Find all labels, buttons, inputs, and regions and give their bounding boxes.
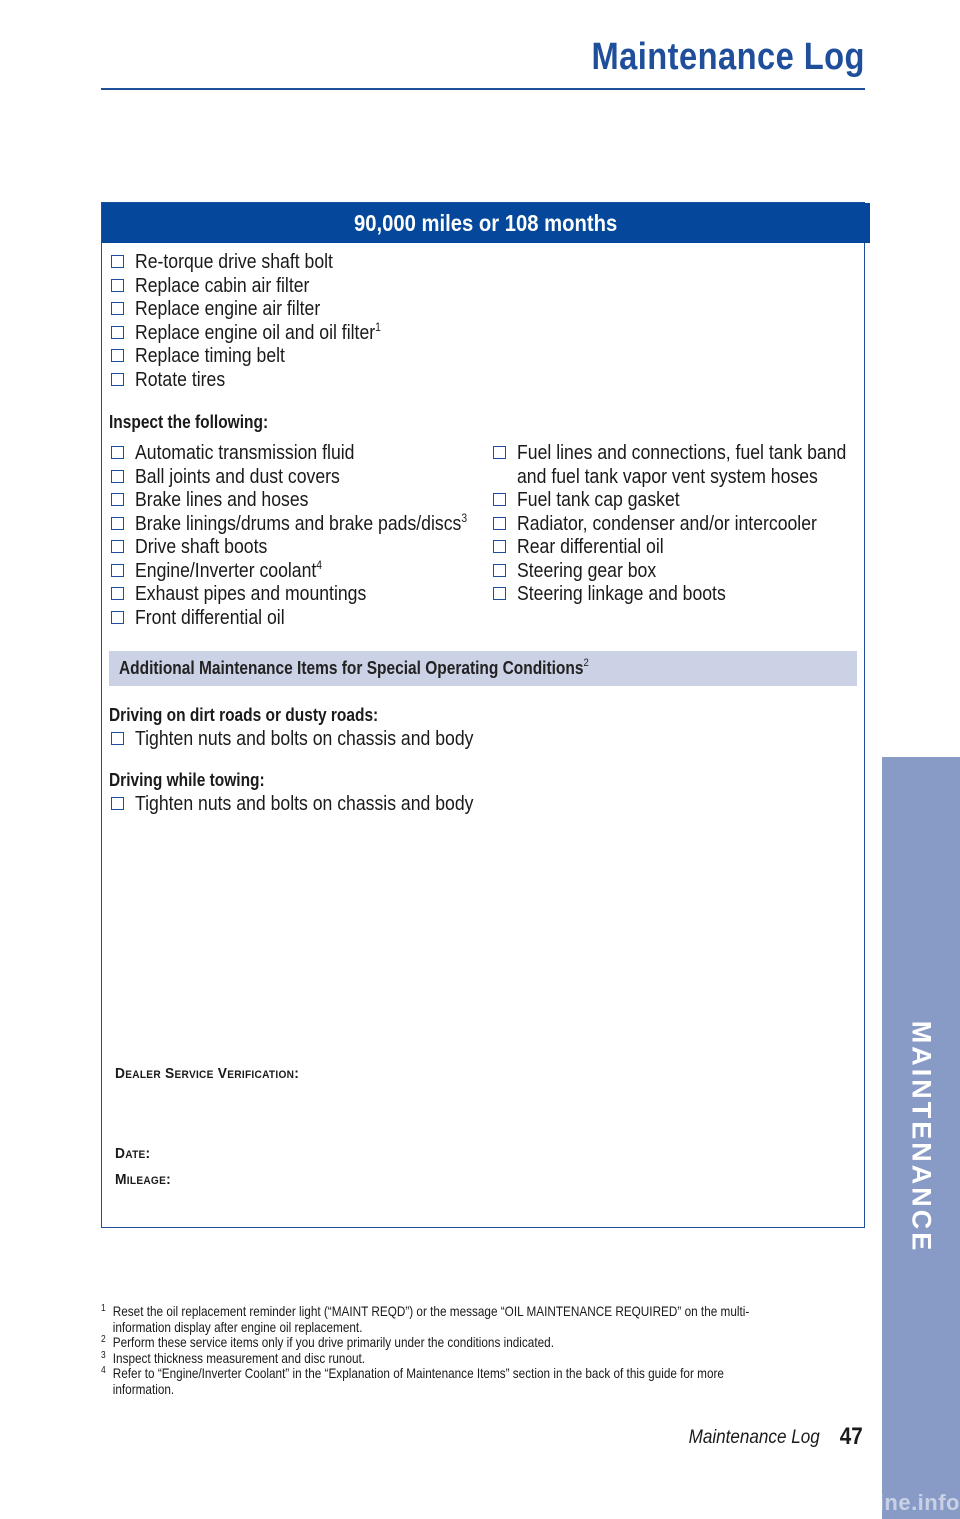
- checkbox-icon[interactable]: [493, 587, 506, 600]
- checkbox-icon[interactable]: [111, 446, 124, 459]
- inspect-item[interactable]: [111, 606, 309, 630]
- checkbox-icon[interactable]: [493, 493, 506, 506]
- inspect-item-label: Engine/Inverter coolant: [135, 559, 317, 582]
- service-item[interactable]: [111, 274, 338, 298]
- inspect-item-label: Brake linings/drums and brake pads/discs: [135, 512, 462, 535]
- checkbox-icon[interactable]: [111, 302, 124, 315]
- checkbox-icon[interactable]: [111, 349, 124, 362]
- checkbox-icon[interactable]: [111, 255, 124, 268]
- date-label: Date:: [115, 1145, 151, 1162]
- towing-item-label: Tighten nuts and bolts on chassis and body: [135, 792, 474, 815]
- checkbox-icon[interactable]: [493, 517, 506, 530]
- inspect-item[interactable]: [493, 441, 900, 488]
- service-item-label: Replace engine air filter: [135, 297, 321, 320]
- section-side-tab[interactable]: [882, 757, 960, 1519]
- service-item-text: [135, 321, 381, 345]
- inspect-item-label: Fuel tank cap gasket: [517, 488, 680, 511]
- inspect-item[interactable]: [493, 582, 760, 606]
- footnote: [101, 1366, 765, 1397]
- maintenance-card: [101, 202, 865, 1228]
- service-item-label: Re-torque drive shaft bolt: [135, 250, 333, 273]
- inspect-item-label: Rear differential oil: [517, 535, 664, 558]
- footnote: [101, 1304, 765, 1335]
- checkbox-icon[interactable]: [111, 326, 124, 339]
- watermark: carmanualsonline.info: [716, 1490, 960, 1515]
- footnote-text: Reset the oil replacement reminder light (“MAINT REQD”) or the message “OIL MAINTENANCE REQUIRED” on the multi-information display after engine oil replacement.: [112, 1303, 750, 1335]
- special-conditions-bar: [109, 651, 857, 686]
- dealer-verification-label: Dealer Service Verification:: [115, 1065, 300, 1082]
- inspect-item[interactable]: [493, 559, 679, 583]
- service-item[interactable]: [111, 344, 309, 368]
- inspect-item-text: [135, 512, 467, 536]
- inspect-item[interactable]: [111, 488, 337, 512]
- service-item[interactable]: [111, 250, 365, 274]
- inspect-item[interactable]: [111, 535, 289, 559]
- inspect-heading: Inspect the following:: [109, 412, 269, 432]
- checkbox-icon[interactable]: [111, 279, 124, 292]
- footnotes: [101, 1304, 765, 1397]
- checkbox-icon[interactable]: [111, 540, 124, 553]
- checkbox-icon[interactable]: [111, 797, 124, 810]
- inspect-item-label-cont: and fuel tank vapor vent system hoses: [517, 464, 818, 488]
- towing-heading: Driving while towing:: [109, 770, 265, 790]
- checkbox-icon[interactable]: [493, 446, 506, 459]
- card-header: [102, 203, 870, 243]
- inspect-item-label: Fuel lines and connections, fuel tank band: [517, 441, 847, 464]
- inspect-item-label: Drive shaft boots: [135, 535, 268, 558]
- card-title: 90,000 miles or 108 months: [354, 209, 618, 236]
- footnote-number: 4: [101, 1365, 106, 1376]
- inspect-item[interactable]: [111, 441, 390, 465]
- inspect-item-label: Front differential oil: [135, 606, 285, 629]
- inspect-item[interactable]: [111, 512, 521, 536]
- dirt-roads-heading: Driving on dirt roads or dusty roads:: [109, 705, 379, 725]
- inspect-item-text: [135, 559, 322, 583]
- footnote-number: 1: [101, 1303, 106, 1314]
- service-item-label: Replace timing belt: [135, 344, 285, 367]
- footnote-ref: 1: [375, 320, 381, 334]
- inspect-item-text: [517, 441, 846, 488]
- inspect-item[interactable]: [111, 582, 404, 606]
- footnote-text: Perform these service items only if you drive primarily under the conditions indicated.: [112, 1334, 554, 1350]
- inspect-item[interactable]: [493, 488, 706, 512]
- footnote-text: Refer to “Engine/Inverter Coolant” in the “Explanation of Maintenance Items” section in the back of this guide for more information.: [112, 1365, 724, 1397]
- page-title: Maintenance Log: [591, 36, 865, 78]
- dirt-roads-item-label: Tighten nuts and bolts on chassis and body: [135, 727, 474, 750]
- inspect-item[interactable]: [111, 465, 373, 489]
- dirt-roads-item[interactable]: [111, 727, 529, 751]
- service-item[interactable]: [111, 368, 240, 392]
- service-item[interactable]: [111, 297, 350, 321]
- inspect-item[interactable]: [493, 512, 866, 536]
- checkbox-icon[interactable]: [111, 470, 124, 483]
- footnote-ref: 3: [461, 511, 468, 525]
- footnote: [101, 1351, 765, 1367]
- checkbox-icon[interactable]: [111, 587, 124, 600]
- service-item-label: Replace cabin air filter: [135, 274, 310, 297]
- inspect-item-label: Radiator, condenser and/or intercooler: [517, 512, 817, 535]
- service-item[interactable]: [111, 321, 421, 345]
- footnote-number: 3: [101, 1349, 106, 1361]
- inspect-item-label: Steering linkage and boots: [517, 582, 726, 605]
- footnote-ref: 2: [583, 657, 589, 669]
- page-number: 47: [840, 1423, 863, 1450]
- footer-section-label: Maintenance Log: [688, 1427, 820, 1448]
- checkbox-icon[interactable]: [111, 611, 124, 624]
- checkbox-icon[interactable]: [111, 732, 124, 745]
- mileage-label: Mileage:: [115, 1171, 171, 1188]
- inspect-item-label: Ball joints and dust covers: [135, 465, 340, 488]
- footnote-text: Inspect thickness measurement and disc runout.: [112, 1349, 366, 1366]
- inspect-item-label: Exhaust pipes and mountings: [135, 582, 367, 605]
- service-item-label: Replace engine oil and oil filter: [135, 321, 376, 344]
- footnote: [101, 1335, 765, 1351]
- special-conditions-label: Additional Maintenance Items for Special Operating Conditions: [119, 658, 584, 678]
- checkbox-icon[interactable]: [493, 540, 506, 553]
- checkbox-icon[interactable]: [493, 564, 506, 577]
- inspect-item-label: Automatic transmission fluid: [135, 441, 355, 464]
- side-tab-label: MAINTENANCE: [906, 1020, 937, 1254]
- checkbox-icon[interactable]: [111, 373, 124, 386]
- checkbox-icon[interactable]: [111, 493, 124, 506]
- checkbox-icon[interactable]: [111, 564, 124, 577]
- special-conditions-title: [119, 658, 589, 679]
- inspect-item-label: Brake lines and hoses: [135, 488, 309, 511]
- footnote-ref: 4: [316, 558, 323, 572]
- inspect-item-label: Steering gear box: [517, 559, 657, 582]
- inspect-item[interactable]: [493, 535, 688, 559]
- checkbox-icon[interactable]: [111, 517, 124, 530]
- title-divider: [101, 88, 865, 90]
- towing-item[interactable]: [111, 792, 529, 816]
- service-item-label: Rotate tires: [135, 368, 226, 391]
- inspect-item[interactable]: [111, 559, 353, 583]
- footnote-number: 2: [101, 1334, 106, 1345]
